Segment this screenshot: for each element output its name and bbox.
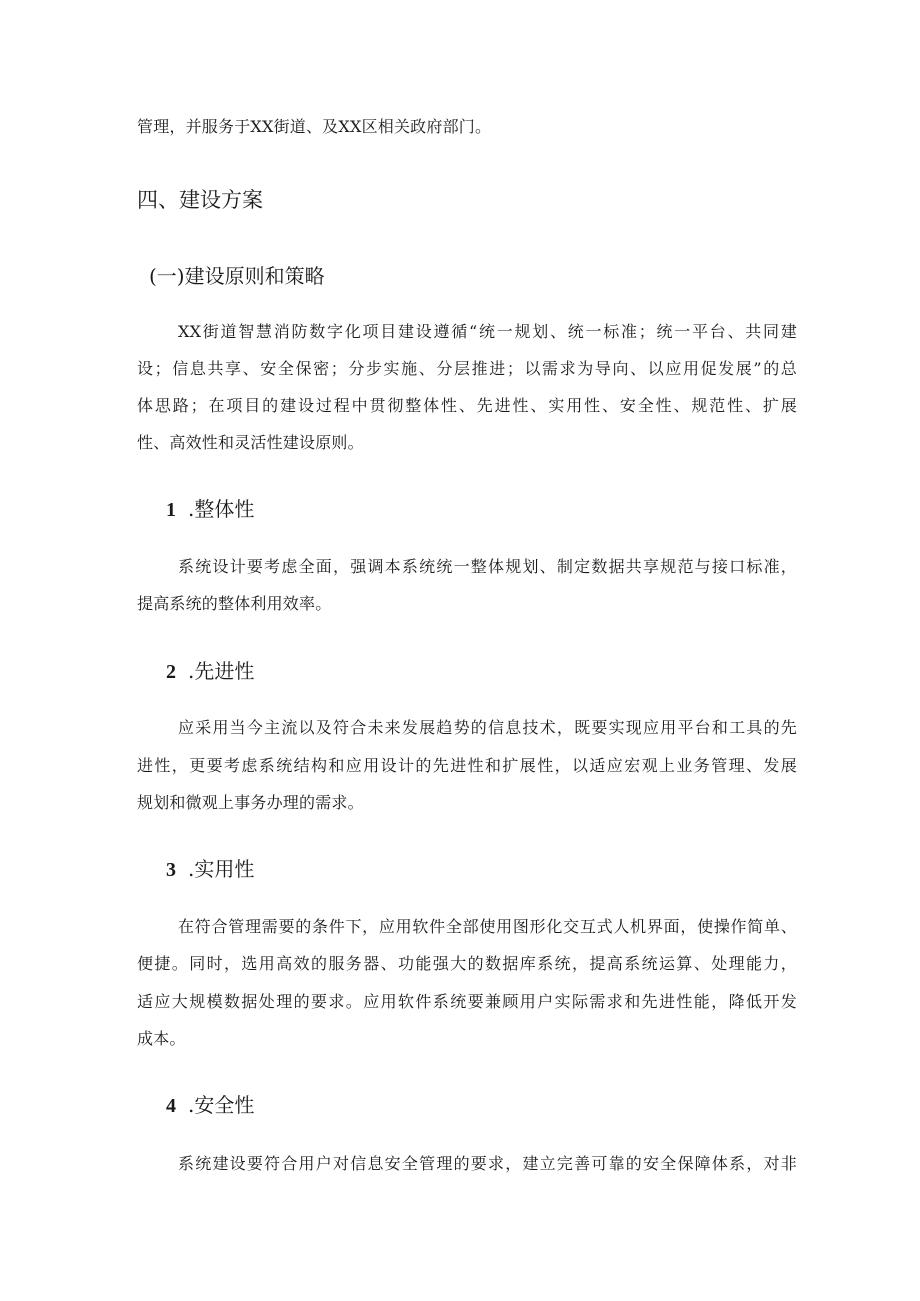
paragraph-line: 体思路；在项目的建设过程中贯彻整体性、先进性、实用性、安全性、规范性、扩展 [137, 396, 797, 415]
item-title: .整体性 [188, 497, 255, 521]
paragraph-line: 设；信息共享、安全保密；分步实施、分层推进；以需求为导向、以应用促发展”的总 [137, 359, 797, 378]
paragraph-line: 应采用当今主流以及符合未来发展趋势的信息技术，既要实现应用平台和工具的先 [178, 718, 797, 737]
item-number: 3 [166, 859, 176, 881]
paragraph-line: 成本。 [137, 1029, 186, 1048]
item-title: .先进性 [188, 659, 255, 683]
item-number: 4 [166, 1095, 176, 1117]
item-heading-1 [166, 496, 254, 523]
item-heading-3 [166, 856, 254, 883]
item-title: .实用性 [188, 857, 255, 881]
item-heading-2 [166, 658, 254, 685]
paragraph-line: 提高系统的整体利用效率。 [137, 594, 332, 613]
item-title: .安全性 [188, 1093, 255, 1117]
paragraph-line: 性、高效性和灵活性建设原则。 [137, 433, 364, 452]
subsection-heading: (一)建设原则和策略 [149, 264, 325, 288]
paragraph-line: 进性，更要考虑系统结构和应用设计的先进性和扩展性，以适应宏观上业务管理、发展 [137, 756, 797, 775]
paragraph-line: 系统建设要符合用户对信息安全管理的要求，建立完善可靠的安全保障体系，对非 [178, 1154, 797, 1173]
intro-line: 管理，并服务于XX街道、及XX区相关政府部门。 [137, 117, 492, 136]
section-heading: 四、建设方案 [137, 188, 263, 212]
item-number: 2 [166, 661, 176, 683]
paragraph-line: XX街道智慧消防数字化项目建设遵循“统一规划、统一标准；统一平台、共同建 [178, 322, 797, 341]
paragraph-line: 适应大规模数据处理的要求。应用软件系统要兼顾用户实际需求和先进性能，降低开发 [137, 992, 797, 1011]
paragraph-line: 系统设计要考虑全面，强调本系统统一整体规划、制定数据共享规范与接口标准， [178, 557, 797, 576]
paragraph-line: 便捷。同时，选用高效的服务器、功能强大的数据库系统，提高系统运算、处理能力， [137, 954, 797, 973]
paragraph-line: 规划和微观上事务办理的需求。 [137, 793, 364, 812]
item-number: 1 [166, 499, 176, 521]
item-heading-4 [166, 1092, 254, 1119]
paragraph-line: 在符合管理需要的条件下，应用软件全部使用图形化交互式人机界面，使操作简单、 [178, 917, 797, 936]
